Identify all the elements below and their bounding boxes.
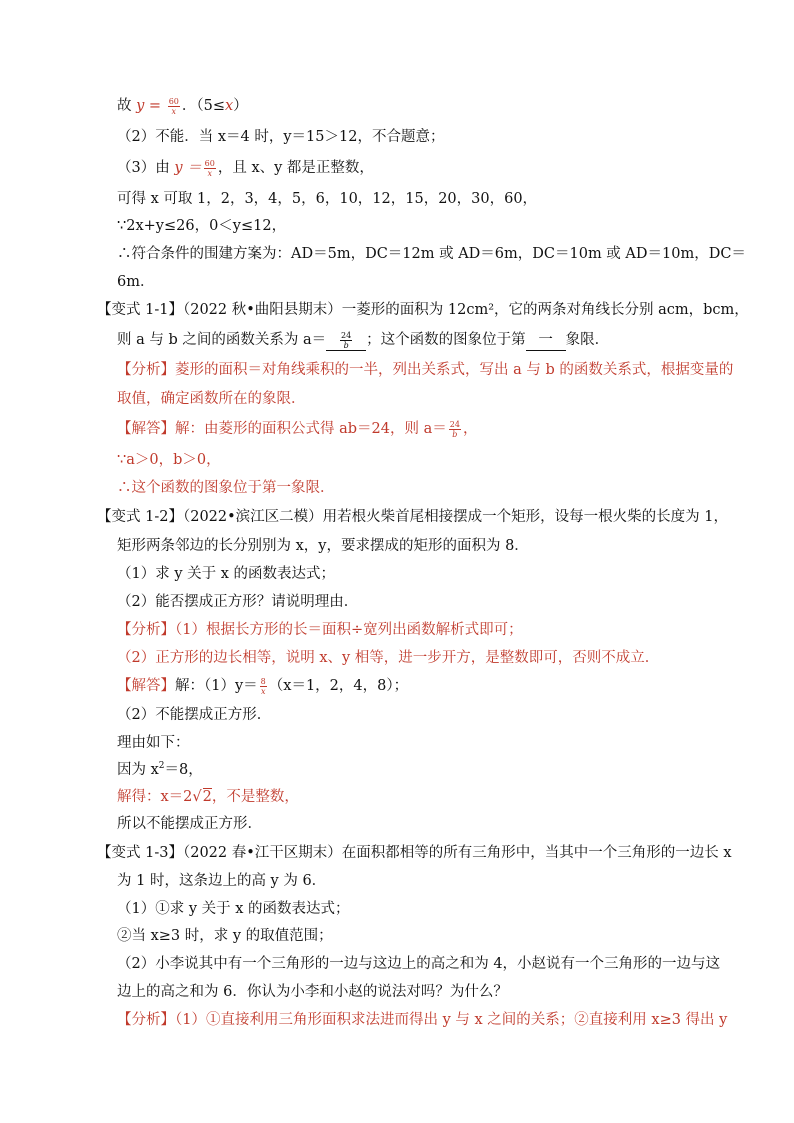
variant-1-3-question-2: （1）①求 y 关于 x 的函数表达式； xyxy=(117,901,350,917)
text: 故 xyxy=(117,98,132,114)
text: ， xyxy=(462,421,478,437)
variant-1-2-solution-5 xyxy=(117,787,299,807)
variant-1-2-solution-4 xyxy=(117,760,203,780)
variant-1-2-solution xyxy=(117,676,408,696)
variant-1-3-analysis xyxy=(117,1010,727,1030)
variant-tag: 【变式 1-2】 xyxy=(97,509,183,525)
text: 因为 x xyxy=(117,762,159,778)
variant-1-2-analysis-2: （2）正方形的边长相等，说明 x、y 相等，进一步开方，是整数即可，否则不成立． xyxy=(117,650,660,666)
analysis-text: 菱形的面积＝对角线乘积的一半，列出关系式，写出 a 与 b 的函数关系式，根据变量的 xyxy=(175,362,734,378)
line-conclusion-y xyxy=(117,96,248,116)
variant-1-2-question-3: （2）能否摆成正方形？请说明理由． xyxy=(117,594,359,610)
analysis-tag: 【分析】 xyxy=(117,362,175,378)
solution-tag: 【解答】 xyxy=(117,421,175,437)
solution-tag: 【解答】 xyxy=(117,678,175,694)
var-y: y ＝ xyxy=(174,160,202,176)
answer-blank-1 xyxy=(326,330,366,351)
variant-1-3-title xyxy=(97,843,732,863)
fraction-8-over-x: $\frac{8}{x}$ xyxy=(260,676,266,696)
line-part3 xyxy=(117,158,374,178)
variant-1-1-question xyxy=(117,330,609,351)
text: 象限． xyxy=(565,332,610,348)
text: ，不是整数， xyxy=(211,789,299,805)
variant-tag: 【变式 1-3】 xyxy=(97,845,183,861)
line-plans: ∴符合条件的围建方案为：AD＝5m，DC＝12m 或 AD＝6m，DC＝10m 或 AD＝10m，DC＝ xyxy=(117,246,746,262)
solution-text: 解：由菱形的面积公式得 ab＝24，则 a＝ xyxy=(175,421,447,437)
fraction-60-over-x: $\frac{60}{x}$ xyxy=(204,158,215,178)
variant-1-1-analysis-cont: 取值，确定函数所在的象限． xyxy=(117,391,306,407)
text: 解得：x＝2 xyxy=(117,789,193,805)
line-x-values: 可得 x 可取 1，2，3，4，5，6，10，12，15，20，30，60， xyxy=(117,191,538,207)
variant-1-3-question-4: （2）小李说其中有一个三角形的一边与这边上的高之和为 4，小赵说有一个三角形的一边与这 xyxy=(117,956,721,972)
text: ＝8， xyxy=(164,762,203,778)
variant-1-1-title xyxy=(97,300,749,320)
text: （x＝1，2，4，8）； xyxy=(268,678,409,694)
text: ；这个函数的图象位于第 xyxy=(366,332,526,348)
text: 则 a 与 b 之间的函数关系为 a＝ xyxy=(117,332,327,348)
variant-1-2-solution-3: 理由如下： xyxy=(117,735,190,751)
variant-1-3-question-3: ②当 x≥3 时，求 y 的取值范围； xyxy=(117,928,333,944)
text: ，且 x、y 都是正整数， xyxy=(217,160,374,176)
text: ．（5≤ xyxy=(181,98,225,114)
line-part2: （2）不能．当 x＝4 时，y＝15＞12，不合题意； xyxy=(117,129,445,145)
variant-1-1-analysis xyxy=(117,360,733,380)
variant-1-3-question-1: 为 1 时，这条边上的高 y 为 6． xyxy=(117,873,327,889)
analysis-tag: 【分析】 xyxy=(117,1012,175,1028)
answer-blank-2: 一 xyxy=(526,330,566,351)
text: ） xyxy=(233,98,248,114)
line-constraint: ∵2x+y≤26，0＜y≤12， xyxy=(117,218,287,234)
variant-1-2-title xyxy=(97,507,728,527)
variant-1-1-solution-3: ∴这个函数的图象位于第一象限． xyxy=(117,480,335,496)
equals: = xyxy=(144,98,166,114)
variant-1-2-solution-6: 所以不能摆成正方形． xyxy=(117,816,262,832)
fraction-24-over-b: $\frac{24}{b}$ xyxy=(341,330,352,350)
question-text: （2022 春•江干区期末）在面积都相等的所有三角形中，当其中一个三角形的一边长 x xyxy=(182,845,732,861)
var-x: x xyxy=(225,98,234,114)
question-text: （2022•滨江区二模）用若根火柴首尾相接摆成一个矩形，设每一根火柴的长度为 1， xyxy=(182,509,729,525)
fraction-60-over-x: $\frac{60}{x}$ xyxy=(168,96,179,116)
variant-tag: 【变式 1-1】 xyxy=(97,302,183,318)
text: （3）由 xyxy=(117,160,170,176)
sqrt-icon: √ xyxy=(192,789,202,805)
variant-1-3-question-5: 边上的高之和为 6．你认为小李和小赵的说法对吗？为什么？ xyxy=(117,984,508,1000)
analysis-text: （1）根据长方形的长＝面积÷宽列出函数解析式即可； xyxy=(175,622,523,638)
variant-1-2-solution-2: （2）不能摆成正方形． xyxy=(117,707,272,723)
question-text: （2022 秋•曲阳县期末）一菱形的面积为 12cm²，它的两条对角线长分别 acm，bcm， xyxy=(182,302,749,318)
variant-1-2-question-1: 矩形两条邻边的长分别别为 x，y，要求摆成的矩形的面积为 8． xyxy=(117,538,529,554)
variant-1-1-solution-2: ∵a＞0，b＞0， xyxy=(117,452,221,468)
variant-1-2-analysis xyxy=(117,620,523,640)
line-plans-end: 6m． xyxy=(117,274,155,290)
superscript: 2 xyxy=(158,761,165,772)
var-y: y xyxy=(136,98,145,114)
radicand: 2 xyxy=(202,789,212,805)
variant-1-2-question-2: （1）求 y 关于 x 的函数表达式； xyxy=(117,566,336,582)
analysis-text: （1）①直接利用三角形面积求法进而得出 y 与 x 之间的关系；②直接利用 x≥3 得出 y xyxy=(175,1012,728,1028)
analysis-tag: 【分析】 xyxy=(117,622,175,638)
solution-text: 解：（1）y＝ xyxy=(175,678,258,694)
variant-1-1-solution xyxy=(117,419,477,439)
fraction-24-over-b: $\frac{24}{b}$ xyxy=(449,419,460,439)
